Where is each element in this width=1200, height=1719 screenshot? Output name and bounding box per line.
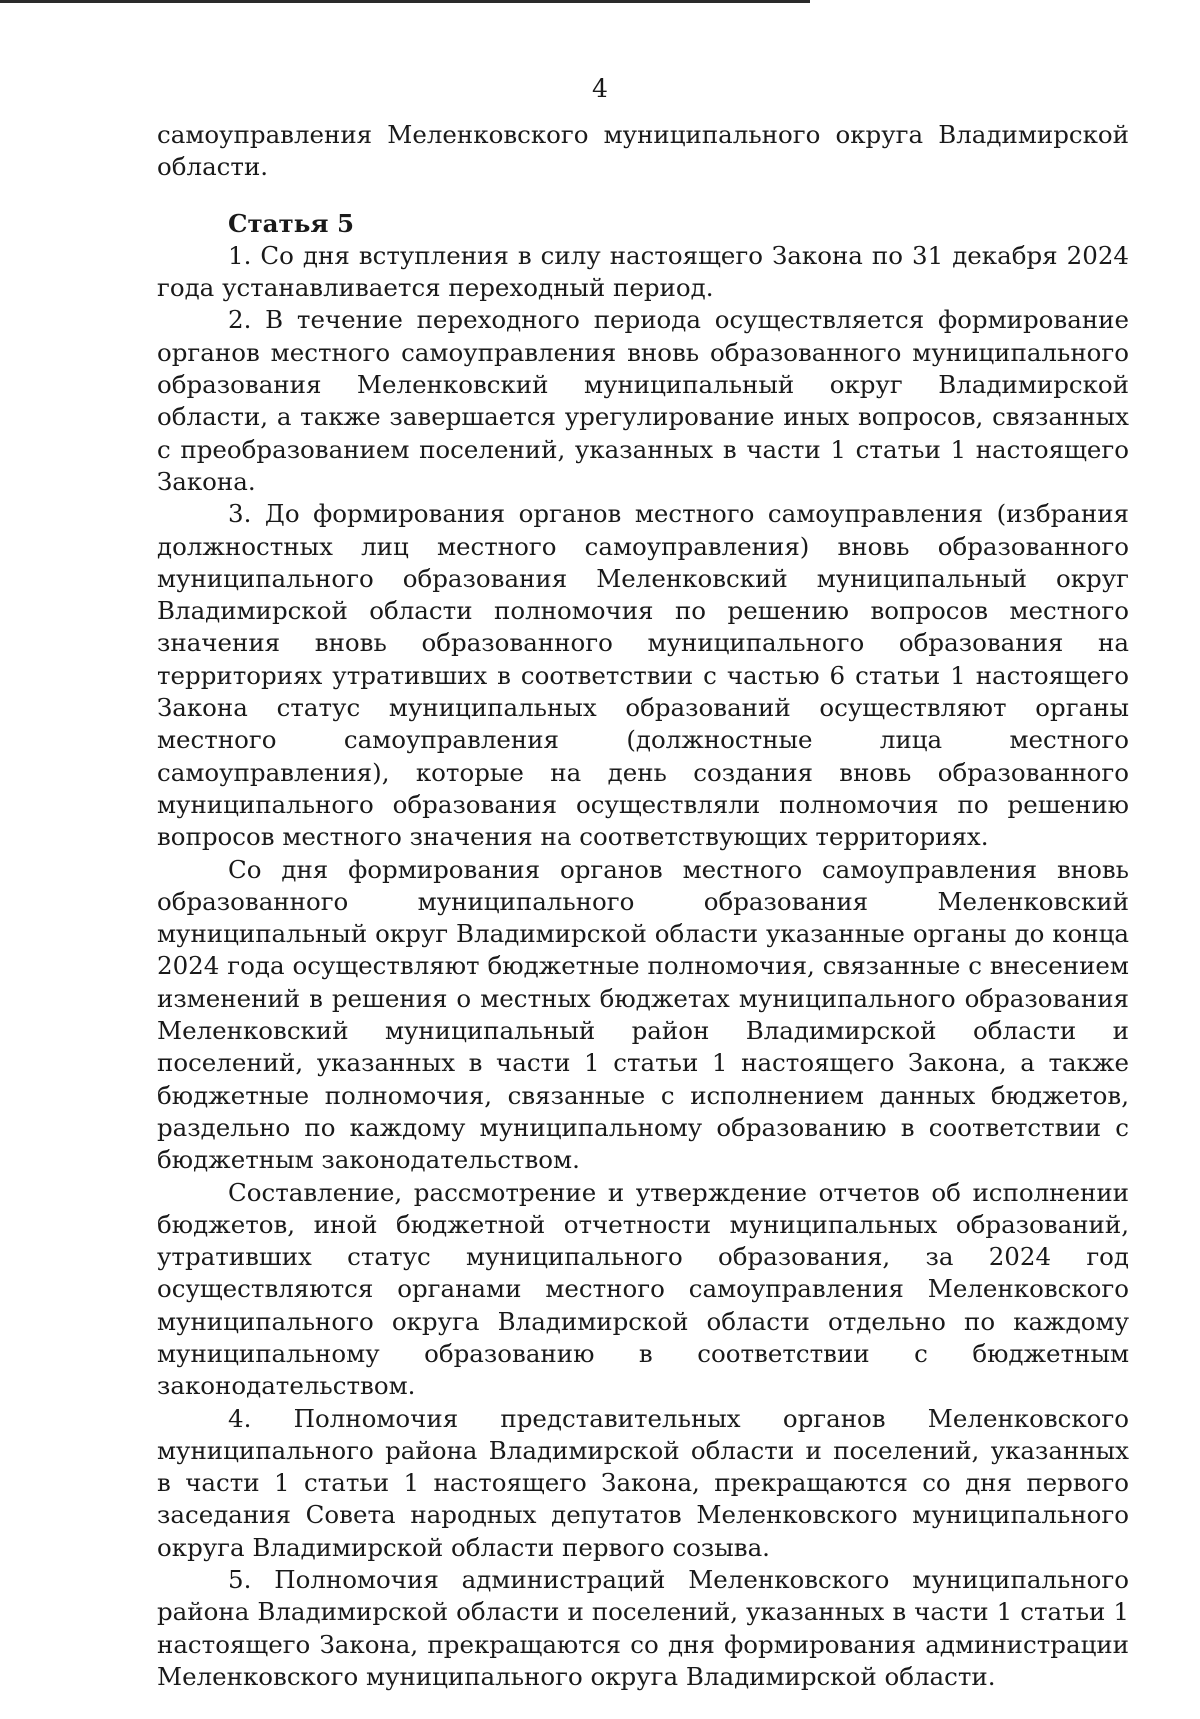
article-paragraph-3: 3. До формирования органов местного самоуправления (избрания должностных лиц местного самоуправления) вновь образованного муниципального образования Меленковский муниципальный округ Владимирской области полномочия по решению вопросов местного значения вновь образованного муниципального образования на территориях утративших в соответствии с частью 6 статьи 1 настоящего Закона статус муниципальных образований осуществляют органы местного самоуправления (должностные лица местного самоуправления), которые на день создания вновь образованного муниципального образования осуществляли полномочия по решению вопросов местного значения на соответствующих территориях. xyxy=(157,499,1129,852)
section-gap xyxy=(157,184,1129,208)
article-paragraph-2: 2. В течение переходного периода осуществляется формирование органов местного самоуправления вновь образованного муниципального образования Меленковский муниципальный округ Владимирской области, а также завершается урегулирование иных вопросов, связанных с преобразованием поселений, указанных в части 1 статьи 1 настоящего Закона. xyxy=(157,305,1129,496)
article-paragraph-3-reporting: Составление, рассмотрение и утверждение отчетов об исполнении бюджетов, иной бюджетной отчетности муниципальных образований, утративших статус муниципального образования, за 2024 год осуществляются органами местного самоуправления Меленковского муниципального округа Владимирской области отдельно по каждому муниципальному образованию в соответствии с бюджетным законодательством. xyxy=(157,1177,1129,1401)
article-paragraph-5: 5. Полномочия администраций Меленковского муниципального района Владимирской области и поселений, указанных в части 1 статьи 1 настоящего Закона, прекращаются со дня формирования администрации Меленковского муниципального округа Владимирской области. xyxy=(157,1565,1129,1691)
page-number: 4 xyxy=(592,74,608,103)
article-heading: Статья 5 xyxy=(228,208,355,238)
intro-paragraph: самоуправления Меленковского муниципального округа Владимирской области. xyxy=(157,120,1129,182)
article-paragraph-3-budget: Со дня формирования органов местного самоуправления вновь образованного муниципального образования Меленковский муниципальный округ Владимирской области указанные органы до конца 2024 года осуществляют бюджетные полномочия, связанные с внесением изменений в решения о местных бюджетах муниципального образования Меленковский муниципальный район Владимирской области и поселений, указанных в части 1 статьи 1 настоящего Закона, а также бюджетные полномочия, связанные с исполнением данных бюджетов, раздельно по каждому муниципальному образованию в соответствии с бюджетным законодательством. xyxy=(157,854,1129,1175)
article-paragraph-4: 4. Полномочия представительных органов Меленковского муниципального района Владимирской области и поселений, указанных в части 1 статьи 1 настоящего Закона, прекращаются со дня первого заседания Совета народных депутатов Меленковского муниципального округа Владимирской области первого созыва. xyxy=(157,1403,1129,1562)
document-body xyxy=(157,119,1129,1693)
article-paragraph-1: 1. Со дня вступления в силу настоящего Закона по 31 декабря 2024 года устанавливается переходный период. xyxy=(157,240,1129,303)
scan-edge-line xyxy=(0,0,810,3)
